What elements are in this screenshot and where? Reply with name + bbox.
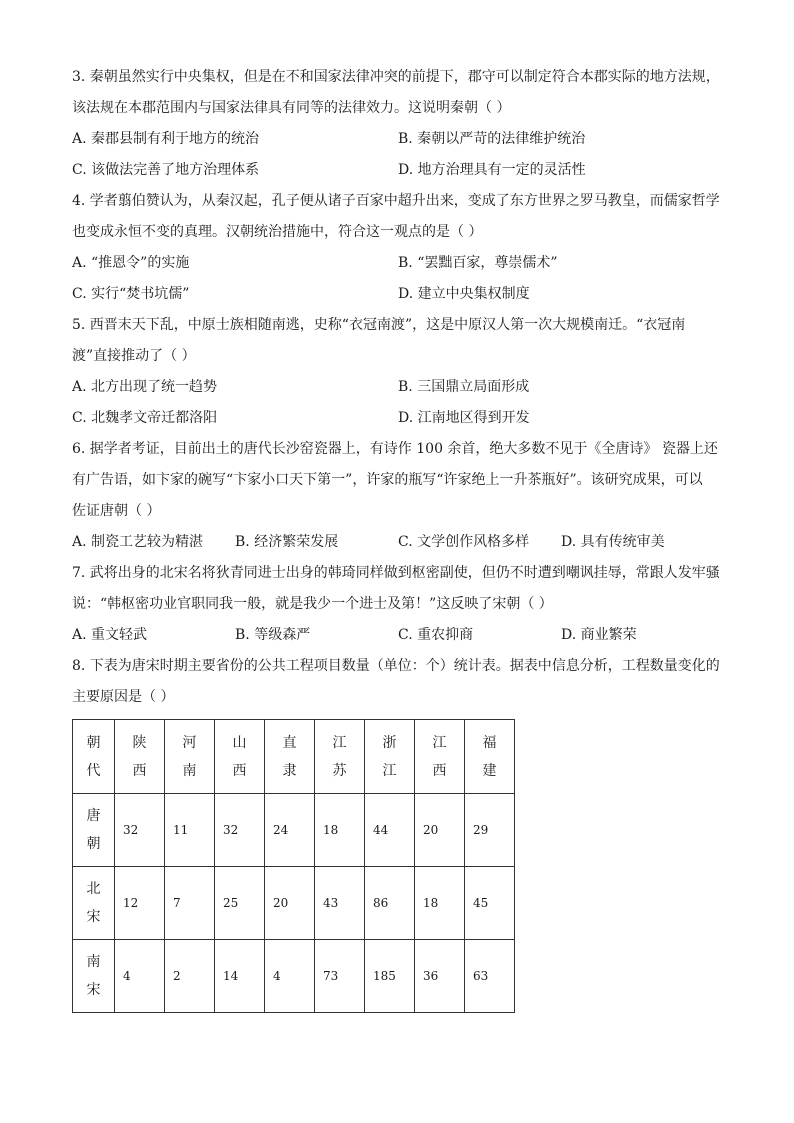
table-cell: 18: [415, 867, 465, 940]
table-header-cell: 朝代: [73, 720, 115, 794]
question-7: [72, 558, 724, 651]
table-header-cell: 河南: [165, 720, 215, 794]
options-row: [72, 155, 724, 186]
table-cell: 4: [265, 940, 315, 1013]
options-row: [72, 279, 724, 310]
option-b: B. 三国鼎立局面形成: [398, 379, 530, 395]
table-cell: 63: [465, 940, 515, 1013]
option-a: A. 北方出现了统一趋势: [72, 379, 218, 395]
table-row: [73, 794, 515, 867]
option-d: D. 地方治理具有一定的灵活性: [398, 162, 586, 178]
option-c: C. 实行“焚书坑儒”: [72, 286, 190, 302]
option-a: A. 秦郡县制有利于地方的统治: [72, 131, 260, 147]
table-cell: 4: [115, 940, 165, 1013]
options-row: [72, 620, 724, 651]
table-header-cell: 陕西: [115, 720, 165, 794]
option-c: C. 文学创作风格多样: [398, 534, 530, 550]
option-d: D. 建立中央集权制度: [398, 286, 530, 302]
options-row: [72, 124, 724, 155]
table-header-cell: 江西: [415, 720, 465, 794]
row-label-cell: 南宋: [73, 940, 115, 1013]
options-row: [72, 403, 724, 434]
table-cell: 32: [215, 794, 265, 867]
question-text-line: 有广告语，如卞家的碗写“卞家小口天下第一”，许家的瓶写“许家绝上一升茶瓶好”。该研究成果，可以: [72, 472, 703, 488]
table-cell: 44: [365, 794, 415, 867]
table-cell: 20: [265, 867, 315, 940]
question-text-line: 7. 武将出身的北宋名将狄青同进士出身的韩琦同样做到枢密副使，但仍不时遭到嘲讽挂辱，常跟人发牢骚: [72, 565, 720, 581]
statistics-table: [72, 719, 515, 1013]
row-label-cell: 北宋: [73, 867, 115, 940]
table-cell: 7: [165, 867, 215, 940]
option-d: D. 商业繁荣: [561, 627, 637, 643]
option-a: A. 重文轻武: [72, 627, 148, 643]
table-cell: 43: [315, 867, 365, 940]
question-text-line: 8. 下表为唐宋时期主要省份的公共工程项目数量（单位：个）统计表。据表中信息分析，工程数量变化的: [72, 658, 720, 674]
question-8: [72, 651, 724, 1013]
option-c: C. 该做法完善了地方治理体系: [72, 162, 260, 178]
table-cell: 45: [465, 867, 515, 940]
table-header-cell: 江苏: [315, 720, 365, 794]
table-cell: 2: [165, 940, 215, 1013]
option-c: C. 北魏孝文帝迁都洛阳: [72, 410, 218, 426]
question-3: [72, 62, 724, 186]
question-text-line: 佐证唐朝（ ）: [72, 503, 161, 519]
option-a: A. 制瓷工艺较为精湛: [72, 534, 204, 550]
table-cell: 73: [315, 940, 365, 1013]
question-text-line: 该法规在本郡范围内与国家法律具有同等的法律效力。这说明秦朝（ ）: [72, 100, 511, 116]
table-row: [73, 940, 515, 1013]
table-cell: 14: [215, 940, 265, 1013]
question-text-line: 5. 西晋末天下乱，中原士族相随南逃，史称“衣冠南渡”，这是中原汉人第一次大规模南迁。“衣冠南: [72, 317, 686, 333]
table-cell: 32: [115, 794, 165, 867]
question-6: [72, 434, 724, 558]
question-text-line: 3. 秦朝虽然实行中央集权，但是在不和国家法律冲突的前提下，郡守可以制定符合本郡实际的地方法规，: [72, 69, 720, 85]
table-cell: 29: [465, 794, 515, 867]
table-cell: 18: [315, 794, 365, 867]
table-cell: 185: [365, 940, 415, 1013]
question-text-line: 4. 学者翦伯赞认为，从秦汉起，孔子便从诸子百家中超升出来，变成了东方世界之罗马教皇，而儒家哲学: [72, 193, 720, 209]
option-b: B. “罢黜百家，尊崇儒术”: [398, 255, 558, 271]
option-d: D. 江南地区得到开发: [398, 410, 530, 426]
table-cell: 36: [415, 940, 465, 1013]
option-d: D. 具有传统审美: [561, 534, 665, 550]
option-b: B. 经济繁荣发展: [235, 534, 339, 550]
option-b: B. 秦朝以严苛的法律维护统治: [398, 131, 586, 147]
row-label-cell: 唐朝: [73, 794, 115, 867]
options-row: [72, 372, 724, 403]
table-cell: 25: [215, 867, 265, 940]
table-cell: 20: [415, 794, 465, 867]
question-4: [72, 186, 724, 310]
options-row: [72, 248, 724, 279]
table-header-cell: 福建: [465, 720, 515, 794]
question-5: [72, 310, 724, 434]
question-text-line: 6. 据学者考证，目前出土的唐代长沙窑瓷器上，有诗作 100 余首，绝大多数不见于《全唐诗》 瓷器上还: [72, 441, 718, 457]
option-c: C. 重农抑商: [398, 627, 474, 643]
table-cell: 86: [365, 867, 415, 940]
option-b: B. 等级森严: [235, 627, 311, 643]
options-row: [72, 527, 724, 558]
question-text-line: 也变成永恒不变的真理。汉朝统治措施中，符合这一观点的是（ ）: [72, 224, 483, 240]
table-row: [73, 867, 515, 940]
table-cell: 12: [115, 867, 165, 940]
question-text-line: 渡”直接推动了（ ）: [72, 348, 196, 364]
question-text-line: 说：“韩枢密功业官职同我一般，就是我少一个进士及第！”这反映了宋朝（ ）: [72, 596, 553, 612]
exam-page: [72, 62, 724, 1013]
table-header-cell: 山西: [215, 720, 265, 794]
question-text-line: 主要原因是（ ）: [72, 689, 175, 705]
table-header-cell: 直隶: [265, 720, 315, 794]
table-cell: 24: [265, 794, 315, 867]
option-a: A. “推恩令”的实施: [72, 255, 190, 271]
table-header-row: [73, 720, 515, 794]
table-cell: 11: [165, 794, 215, 867]
table-header-cell: 浙江: [365, 720, 415, 794]
